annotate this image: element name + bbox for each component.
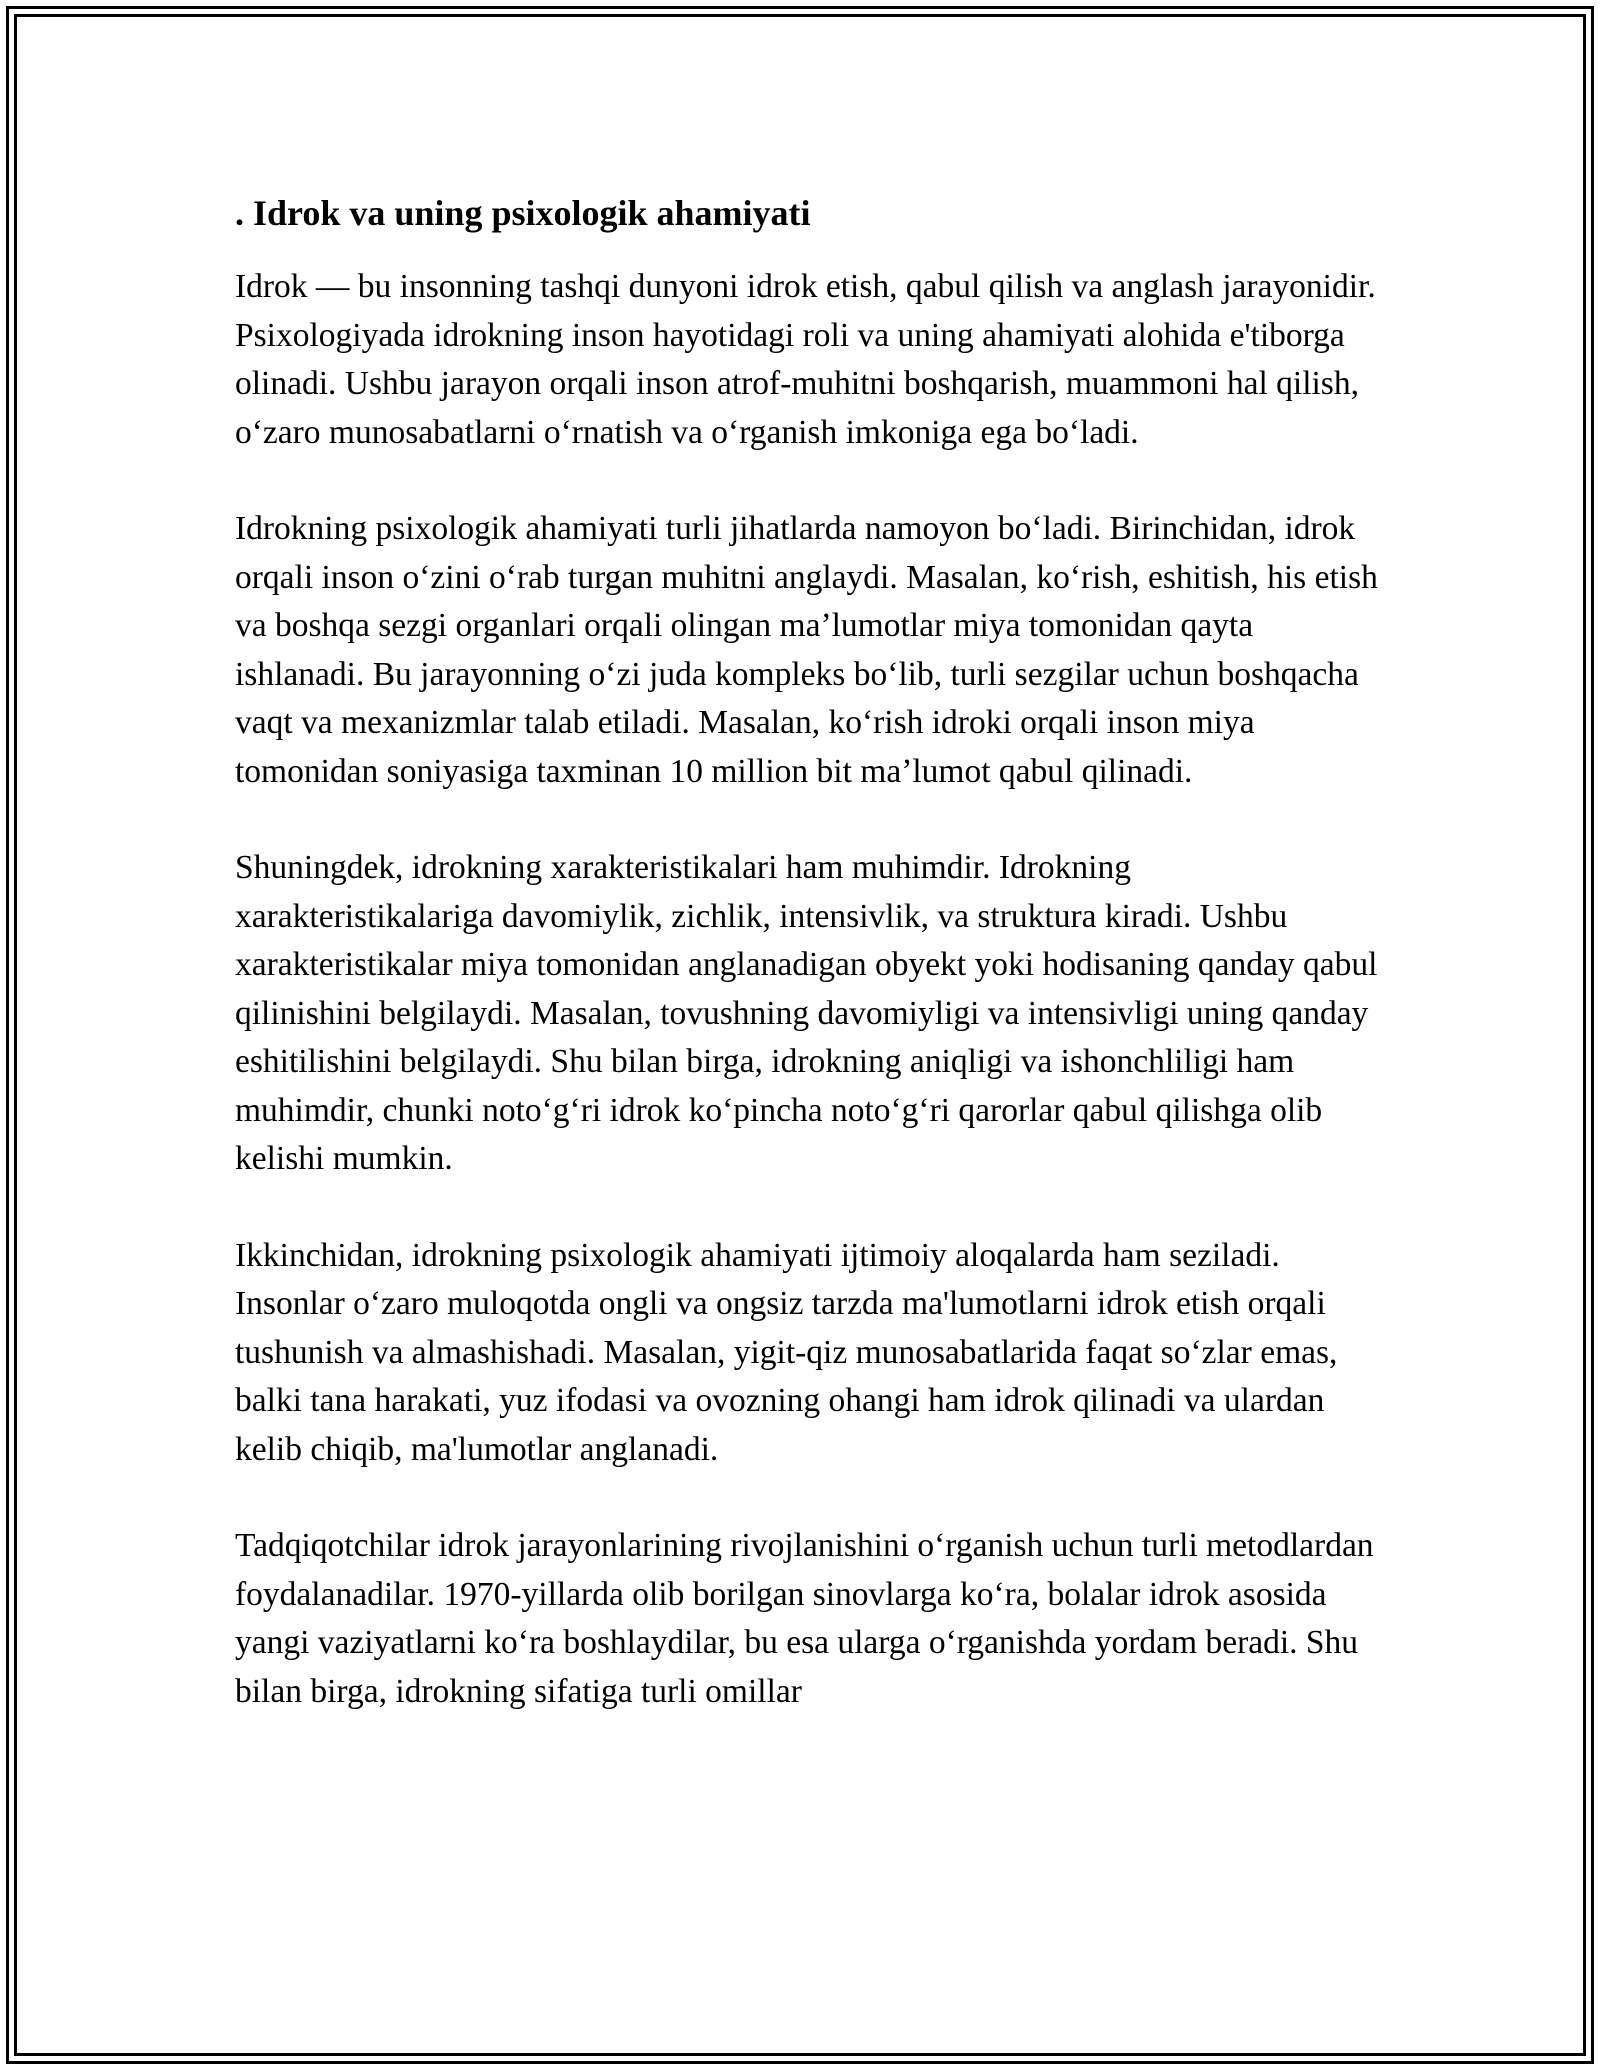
document-body [235, 185, 1385, 1764]
paragraph-3: Shuningdek, idrokning xarakteristikalari ham muhimdir. Idrokning xarakteristikalariga davomiylik, zichlik, intensivlik, va struktura kiradi. Ushbu xarakteristikalar miya tomonidan anglanadigan obyekt yoki hodisaning qanday qabul qilinishini belgilaydi. Masalan, tovushning davomiyligi va intensivligi uning qanday eshitilishini belgilaydi. Shu bilan birga, idrokning aniqligi va ishonchliligi ham muhimdir, chunki notoʻgʻri idrok koʻpincha notoʻgʻri qarorlar qabul qilishga olib kelishi mumkin. [235, 849, 1378, 1177]
paragraph-5: Tadqiqotchilar idrok jarayonlarining rivojlanishini oʻrganish uchun turli metodlardan foydalanadilar. 1970-yillarda olib borilgan sinovlarga koʻra, bolalar idrok asosida yangi vaziyatlarni koʻra boshlaydilar, bu esa ularga oʻrganishda yordam beradi. Shu bilan birga, idrokning sifatiga turli omillar [235, 1527, 1374, 1710]
paragraph-1: Idrok — bu insonning tashqi dunyoni idrok etish, qabul qilish va anglash jarayonidir. Psixologiyada idrokning inson hayotidagi roli va uning ahamiyati alohida e'tiborga olinadi. Ushbu jarayon orqali inson atrof-muhitni boshqarish, muammoni hal qilish, oʻzaro munosabatlarni oʻrnatish va oʻrganish imkoniga ega boʻladi. [235, 268, 1376, 451]
paragraph-4: Ikkinchidan, idrokning psixologik ahamiyati ijtimoiy aloqalarda ham seziladi. Insonlar oʻzaro muloqotda ongli va ongsiz tarzda ma'lumotlarni idrok etish orqali tushunish va almashishadi. Masalan, yigit-qiz munosabatlarida faqat soʻzlar emas, balki tana harakati, yuz ifodasi va ovozning ohangi ham idrok qilinadi va ulardan kelib chiqib, ma'lumotlar anglanadi. [235, 1236, 1338, 1468]
document-title: . Idrok va uning psixologik ahamiyati [235, 193, 811, 233]
paragraph-2: Idrokning psixologik ahamiyati turli jihatlarda namoyon boʻladi. Birinchidan, idrok orqali inson oʻzini oʻrab turgan muhitni anglaydi. Masalan, koʻrish, eshitish, his etish va boshqa sezgi organlari orqali olingan maʼlumotlar miya tomonidan qayta ishlanadi. Bu jarayonning oʻzi juda kompleks boʻlib, turli sezgilar uchun boshqacha vaqt va mexanizmlar talab etiladi. Masalan, koʻrish idroki orqali inson miya tomonidan soniyasiga taxminan 10 million bit maʼlumot qabul qilinadi. [235, 510, 1378, 790]
